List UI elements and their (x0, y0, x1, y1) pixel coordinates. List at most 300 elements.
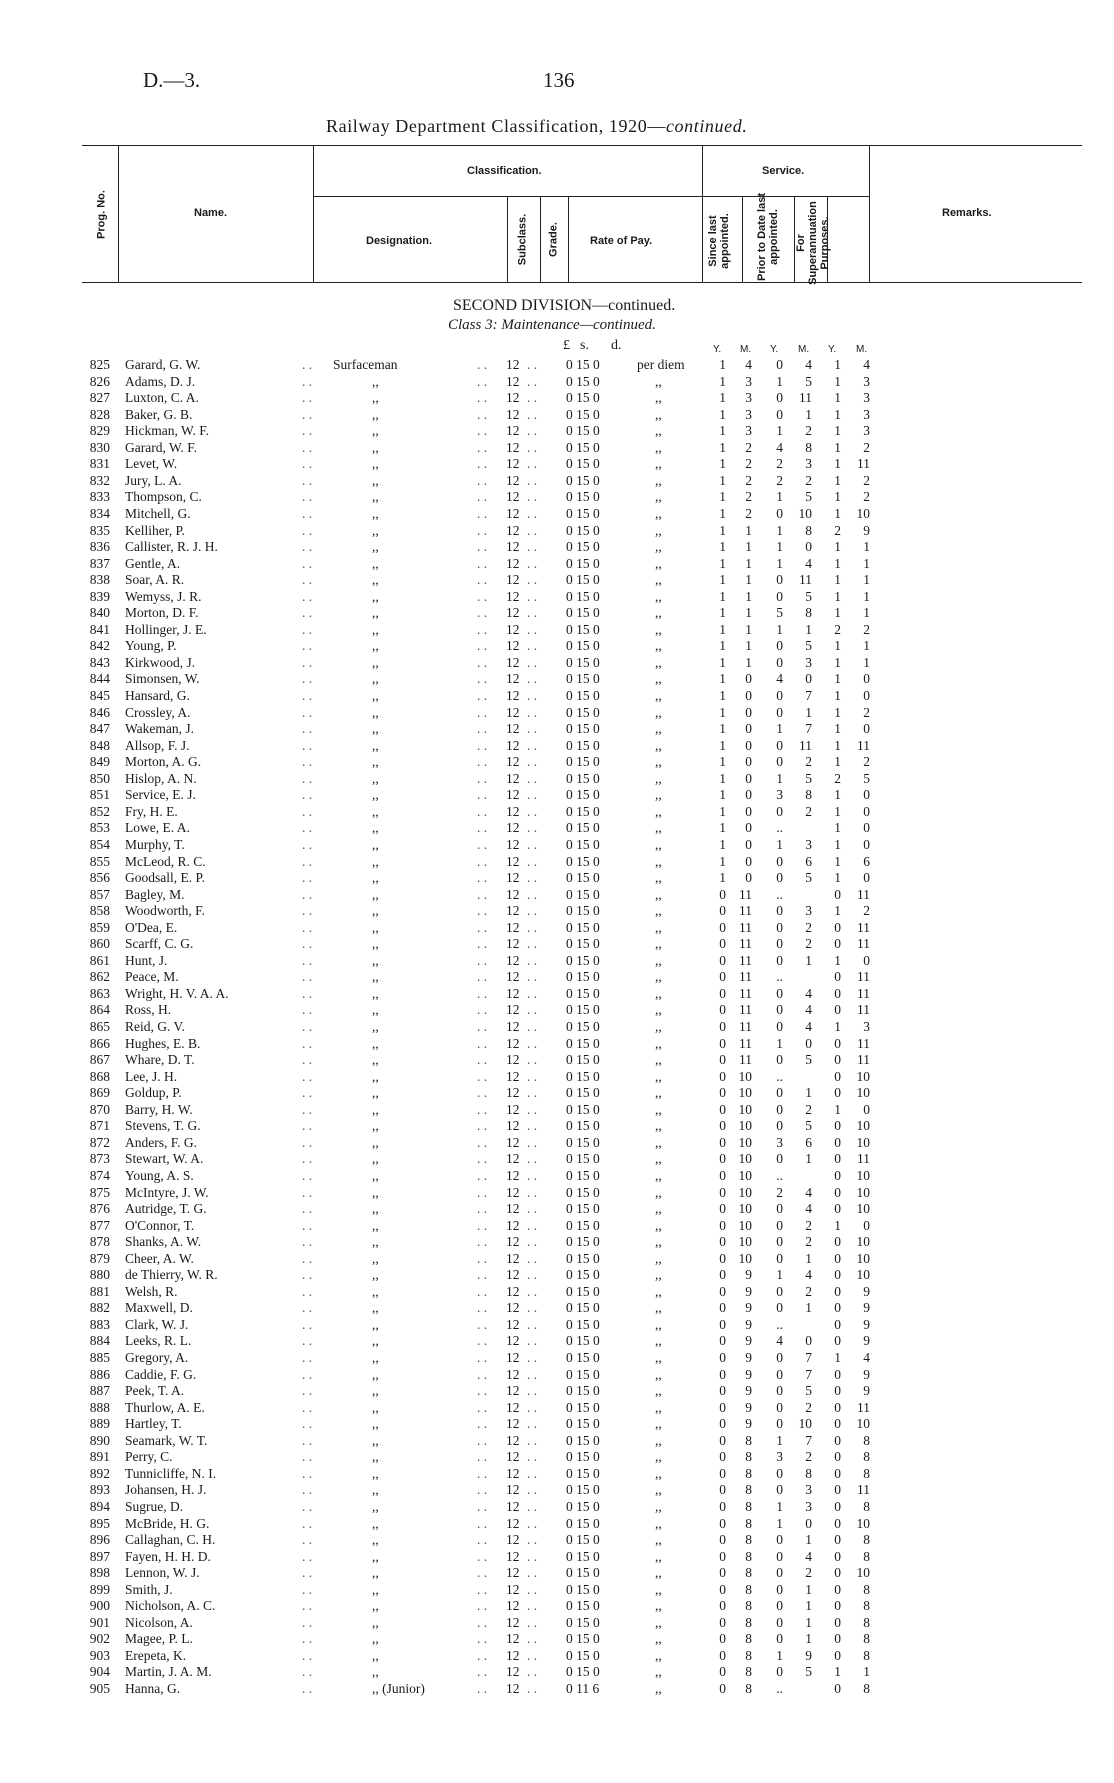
service-sp-y-cell: 1 (834, 588, 841, 604)
service-pr-m-cell: 2 (805, 1217, 812, 1233)
leader-dots: . . (477, 870, 488, 886)
service-sp-m-cell: 10 (856, 1250, 870, 1266)
service-sp-y-cell: 1 (834, 737, 841, 753)
leader-dots: . . (527, 1681, 538, 1696)
subclass-cell: 12 (506, 704, 520, 720)
name-cell: Hansard, G. (125, 688, 190, 703)
service-sp-y-cell: 0 (834, 1118, 841, 1134)
table-row (0, 440, 1114, 457)
leader-dots: . . (527, 1019, 538, 1034)
per-cell: ,, (655, 1151, 662, 1167)
service-pr-m-cell: 4 (805, 985, 812, 1001)
designation-cell: ,, (372, 605, 379, 621)
service-pr-y-cell: 3 (776, 1449, 783, 1465)
service-sp-m-cell: 10 (856, 1167, 870, 1183)
leader-dots: . . (477, 1300, 488, 1316)
prog-no-cell: 905 (89, 1681, 110, 1696)
name-cell: Hunt, J. (125, 952, 168, 968)
table-row (0, 390, 1114, 407)
name-cell: Scarff, C. G. (125, 936, 194, 952)
per-cell: ,, (655, 1498, 662, 1514)
subclass-cell: 12 (506, 1482, 520, 1498)
service-sl-y-cell: 0 (719, 1267, 726, 1283)
leader-dots: . . (302, 1052, 313, 1068)
table-row (0, 986, 1114, 1003)
service-sp-m-cell: 0 (863, 870, 870, 886)
service-pr-y-cell: 0 (776, 1250, 783, 1266)
leader-dots: . . (302, 704, 313, 720)
service-pr-y-cell: 1 (776, 522, 783, 538)
prog-no-cell: 869 (89, 1085, 110, 1101)
leader-dots: . . (477, 456, 488, 472)
leader-dots: . . (302, 1598, 313, 1614)
service-sp-m-cell: 1 (863, 539, 870, 555)
service-pr-m-cell: 2 (805, 803, 812, 819)
prog-no-cell: 903 (89, 1647, 110, 1663)
service-sl-m-cell: 9 (745, 1350, 752, 1365)
service-sl-m-cell: 8 (745, 1548, 752, 1564)
leader-dots: . . (302, 472, 313, 488)
leader-dots: . . (527, 688, 538, 703)
page-reference: D.—3. (143, 68, 201, 92)
table-row (0, 1433, 1114, 1450)
service-sl-y-cell: 0 (719, 1035, 726, 1051)
rate-cell: 0 15 0 (566, 406, 600, 422)
service-sl-m-cell: 10 (738, 1234, 752, 1250)
prog-no-cell: 902 (89, 1631, 110, 1647)
name-cell: Callaghan, C. H. (125, 1532, 216, 1548)
table-row (0, 1664, 1114, 1681)
rate-cell: 0 15 0 (566, 1052, 600, 1068)
service-pr-m-cell: 4 (805, 1267, 812, 1283)
service-sl-y-cell: 0 (719, 1647, 726, 1663)
rate-cell: 0 15 0 (566, 787, 600, 803)
leader-dots: . . (302, 456, 313, 472)
service-sl-m-cell: 9 (745, 1416, 752, 1432)
leader-dots: . . (527, 1134, 538, 1150)
leader-dots: . . (527, 423, 538, 439)
designation-cell: ,, (372, 1052, 379, 1068)
prog-no-cell: 890 (89, 1432, 110, 1448)
service-sl-y-cell: 1 (719, 472, 726, 488)
service-sp-y-cell: 1 (834, 539, 841, 555)
leader-dots: . . (477, 1416, 488, 1432)
leader-dots: . . (527, 1449, 538, 1465)
leader-dots: . . (302, 1267, 313, 1283)
service-sl-m-cell: 8 (745, 1614, 752, 1630)
subclass-cell: 12 (506, 588, 520, 604)
service-sp-m-cell: 0 (863, 787, 870, 803)
service-sp-m-cell: 1 (863, 605, 870, 621)
rate-cell: 0 15 0 (566, 1598, 600, 1614)
leader-dots: . . (477, 1498, 488, 1514)
prog-no-cell: 851 (89, 787, 110, 803)
service-sp-y-cell: 0 (834, 1316, 841, 1332)
rate-cell: 0 15 0 (566, 1267, 600, 1283)
leader-dots: . . (302, 1449, 313, 1465)
name-cell: Reid, G. V. (125, 1019, 185, 1034)
leader-dots: . . (527, 820, 538, 836)
rate-cell: 0 15 0 (566, 1482, 600, 1498)
service-sp-y-cell: 0 (834, 985, 841, 1001)
rate-cell: 0 15 0 (566, 1548, 600, 1564)
prog-no-cell: 847 (89, 721, 110, 737)
per-cell: ,, (655, 1647, 662, 1663)
service-sp-y-cell: 1 (834, 1350, 841, 1365)
service-pr-y-cell: 1 (776, 423, 783, 439)
service-pr-m-cell: 2 (805, 1283, 812, 1299)
service-pr-y-cell: 0 (776, 1465, 783, 1481)
service-pr-y-cell: 1 (776, 555, 783, 571)
service-pr-m-cell: 1 (805, 1250, 812, 1266)
rate-cell: 0 15 0 (566, 952, 600, 968)
per-cell: ,, (655, 820, 662, 836)
leader-dots: . . (477, 704, 488, 720)
service-pr-m-cell: 6 (805, 853, 812, 869)
rate-cell: 0 15 0 (566, 1565, 600, 1581)
leader-dots: . . (302, 1118, 313, 1134)
name-cell: Mitchell, G. (125, 505, 191, 521)
service-sp-m-cell: 0 (863, 803, 870, 819)
designation-cell: ,, (372, 1614, 379, 1630)
leader-dots: . . (477, 1614, 488, 1630)
rate-cell: 0 15 0 (566, 1532, 600, 1548)
pence-heading: d. (611, 338, 622, 353)
service-sl-m-cell: 1 (745, 638, 752, 654)
designation-cell: ,, (372, 1598, 379, 1614)
table-row (0, 556, 1114, 573)
service-pr-y-cell: 2 (776, 1184, 783, 1200)
name-cell: Jury, L. A. (125, 472, 182, 488)
leader-dots: . . (477, 1267, 488, 1283)
table-row (0, 1052, 1114, 1069)
name-cell: Luxton, C. A. (125, 390, 199, 406)
service-sp-y-cell: 0 (834, 1565, 841, 1581)
service-sp-m-cell: 8 (863, 1631, 870, 1647)
service-sp-y-cell: 0 (834, 1399, 841, 1415)
subclass-cell: 12 (506, 1085, 520, 1101)
service-pr-y-cell: 0 (776, 1201, 783, 1217)
service-sl-m-cell: 0 (745, 787, 752, 803)
leader-dots: . . (527, 1250, 538, 1266)
service-sl-m-cell: 11 (739, 952, 752, 968)
rate-of-pay-header: Rate of Pay. (590, 235, 653, 247)
table-row (0, 456, 1114, 473)
service-pr-y-cell: 1 (776, 1515, 783, 1531)
leader-dots: . . (477, 621, 488, 637)
service-sp-m-cell: 9 (863, 1333, 870, 1349)
leader-dots: . . (477, 1134, 488, 1150)
leader-dots: . . (477, 1019, 488, 1034)
designation-cell: ,, (372, 1333, 379, 1349)
leader-dots: . . (527, 1151, 538, 1167)
service-sl-m-cell: 8 (745, 1449, 752, 1465)
service-sp-m-cell: 1 (863, 555, 870, 571)
leader-dots: . . (477, 489, 488, 505)
designation-cell: ,, (372, 903, 379, 919)
service-pr-m-cell: 5 (805, 638, 812, 654)
rate-cell: 0 15 0 (566, 737, 600, 753)
service-pr-y-cell: 0 (776, 737, 783, 753)
prog-no-cell: 896 (89, 1532, 110, 1548)
service-sl-m-cell: 3 (745, 406, 752, 422)
service-sp-m-cell: 10 (856, 1515, 870, 1531)
ym-heading: Y. (828, 344, 837, 355)
prog-no-cell: 842 (89, 638, 110, 654)
rate-cell: 0 15 0 (566, 688, 600, 703)
service-sl-y-cell: 0 (719, 1532, 726, 1548)
service-sp-m-cell: 11 (857, 737, 870, 753)
rate-cell: 0 15 0 (566, 588, 600, 604)
name-cell: O'Connor, T. (125, 1217, 195, 1233)
leader-dots: . . (302, 572, 313, 588)
designation-cell: ,, (372, 1234, 379, 1250)
leader-dots: . . (302, 1350, 313, 1365)
leader-dots: . . (302, 1151, 313, 1167)
leader-dots: . . (477, 1664, 488, 1680)
service-pr-y-cell: 0 (776, 1217, 783, 1233)
service-pr-m-cell: 11 (799, 737, 812, 753)
prog-no-cell: 870 (89, 1101, 110, 1117)
service-sp-y-cell: 1 (834, 439, 841, 455)
designation-cell: ,, (372, 704, 379, 720)
service-sl-y-cell: 0 (719, 1432, 726, 1448)
service-pr-m-cell: 1 (805, 952, 812, 968)
per-cell: ,, (655, 1184, 662, 1200)
rate-cell: 0 15 0 (566, 803, 600, 819)
service-pr-m-cell: 2 (805, 936, 812, 952)
service-sl-y-cell: 0 (719, 1167, 726, 1183)
name-cell: Simonsen, W. (125, 671, 200, 687)
leader-dots: . . (527, 803, 538, 819)
service-sl-m-cell: 9 (745, 1316, 752, 1332)
per-cell: ,, (655, 1300, 662, 1316)
rate-cell: 0 15 0 (566, 1002, 600, 1018)
service-sp-y-cell: 0 (834, 1383, 841, 1399)
subclass-cell: 12 (506, 1134, 520, 1150)
leader-dots: . . (527, 373, 538, 389)
prog-no-cell: 854 (89, 836, 110, 852)
service-sl-m-cell: 11 (739, 1052, 752, 1068)
per-cell: ,, (655, 737, 662, 753)
name-cell: Thurlow, A. E. (125, 1399, 205, 1415)
service-pr-m-cell: 1 (805, 1614, 812, 1630)
service-sl-m-cell: 8 (745, 1647, 752, 1663)
prog-no-cell: 898 (89, 1565, 110, 1581)
service-pr-y-cell: 0 (776, 654, 783, 670)
leader-dots: . . (527, 952, 538, 968)
service-sl-m-cell: 10 (738, 1134, 752, 1150)
service-pr-m-cell: 2 (805, 1399, 812, 1415)
leader-dots: . . (527, 1647, 538, 1663)
superannuation-header: For Superannuation Purposes. (795, 201, 831, 285)
service-sp-m-cell: 2 (863, 439, 870, 455)
prog-no-cell: 855 (89, 853, 110, 869)
subclass-cell: 12 (506, 1052, 520, 1068)
prog-no-cell: 889 (89, 1416, 110, 1432)
name-cell: Caddie, F. G. (125, 1366, 197, 1382)
designation-cell: ,, (372, 737, 379, 753)
name-cell: McIntyre, J. W. (125, 1184, 209, 1200)
service-pr-y-cell: 1 (776, 489, 783, 505)
service-sp-y-cell: 0 (834, 1134, 841, 1150)
leader-dots: . . (302, 688, 313, 703)
service-sp-m-cell: 2 (863, 754, 870, 770)
service-sp-m-cell: 8 (863, 1581, 870, 1597)
prog-no-cell: 904 (89, 1664, 110, 1680)
service-pr-y-cell: 0 (776, 1052, 783, 1068)
service-sl-y-cell: 0 (719, 1085, 726, 1101)
leader-dots: . . (477, 820, 488, 836)
service-sl-y-cell: 1 (719, 390, 726, 406)
leader-dots: . . (477, 1316, 488, 1332)
service-sl-y-cell: 0 (719, 969, 726, 985)
leader-dots: . . (527, 406, 538, 422)
service-sl-y-cell: 0 (719, 1631, 726, 1647)
leader-dots: . . (302, 1217, 313, 1233)
service-sp-y-cell: 1 (834, 423, 841, 439)
per-cell: ,, (655, 1581, 662, 1597)
leader-dots: . . (527, 1565, 538, 1581)
leader-dots: . . (477, 390, 488, 406)
prog-no-cell: 894 (89, 1498, 110, 1514)
table-row (0, 1416, 1114, 1433)
service-pr-y-cell: 0 (776, 638, 783, 654)
leader-dots: . . (477, 1333, 488, 1349)
service-sl-y-cell: 0 (719, 1002, 726, 1018)
service-sl-m-cell: 3 (745, 423, 752, 439)
service-pr-m-cell: 8 (805, 605, 812, 621)
designation-cell: ,, (372, 1184, 379, 1200)
prog-no-cell: 876 (89, 1201, 110, 1217)
leader-dots: . . (477, 853, 488, 869)
subclass-cell: 12 (506, 638, 520, 654)
designation-header: Designation. (366, 235, 433, 247)
leader-dots: . . (302, 1035, 313, 1051)
designation-cell: ,, (372, 505, 379, 521)
name-cell: Thompson, C. (125, 489, 202, 505)
service-sp-m-cell: 8 (863, 1598, 870, 1614)
service-sp-m-cell: 10 (856, 1234, 870, 1250)
leader-dots: . . (477, 423, 488, 439)
service-sp-y-cell: 1 (834, 638, 841, 654)
leader-dots: . . (477, 1432, 488, 1448)
rate-cell: 0 15 0 (566, 505, 600, 521)
service-sp-y-cell: 0 (834, 1267, 841, 1283)
service-sp-y-cell: 0 (834, 1432, 841, 1448)
designation-cell: ,, (372, 373, 379, 389)
per-cell: ,, (655, 1399, 662, 1415)
service-sl-y-cell: 1 (719, 439, 726, 455)
leader-dots: . . (302, 919, 313, 935)
prog-no-cell: 881 (89, 1283, 110, 1299)
designation-cell: ,, (372, 1515, 379, 1531)
prog-no-cell: 859 (89, 919, 110, 935)
leader-dots: . . (527, 1432, 538, 1448)
leader-dots: . . (302, 836, 313, 852)
service-sp-y-cell: 0 (834, 1614, 841, 1630)
leader-dots: . . (477, 903, 488, 919)
service-sl-m-cell: 2 (745, 472, 752, 488)
service-sl-m-cell: 2 (745, 505, 752, 521)
name-cell: Levet, W. (125, 456, 178, 472)
rate-cell: 0 15 0 (566, 439, 600, 455)
service-sl-m-cell: 8 (745, 1532, 752, 1548)
service-sl-m-cell: 8 (745, 1482, 752, 1498)
service-pr-m-cell: 1 (805, 1300, 812, 1316)
designation-cell: ,, (372, 1167, 379, 1183)
leader-dots: . . (302, 1614, 313, 1630)
subclass-cell: 12 (506, 1383, 520, 1399)
table-row (0, 589, 1114, 606)
leader-dots: . . (527, 1184, 538, 1200)
leader-dots: . . (302, 654, 313, 670)
leader-dots: . . (477, 373, 488, 389)
table-row (0, 1648, 1114, 1665)
leader-dots: . . (527, 969, 538, 985)
service-sp-y-cell: 0 (834, 1052, 841, 1068)
service-pr-y-cell: 0 (776, 1234, 783, 1250)
per-cell: ,, (655, 803, 662, 819)
per-cell: ,, (655, 1333, 662, 1349)
designation-cell: ,, (372, 522, 379, 538)
rate-cell: 0 15 0 (566, 489, 600, 505)
service-pr-m-cell: 4 (805, 1002, 812, 1018)
subclass-cell: 12 (506, 952, 520, 968)
service-sp-y-cell: 1 (834, 1664, 841, 1680)
leader-dots: . . (302, 721, 313, 737)
service-pr-y-cell: 4 (776, 671, 783, 687)
leader-dots: . . (477, 919, 488, 935)
designation-cell: ,, (372, 1498, 379, 1514)
service-sp-y-cell: 0 (834, 1068, 841, 1084)
service-sp-m-cell: 10 (856, 1201, 870, 1217)
leader-dots: . . (302, 1085, 313, 1101)
service-pr-m-cell: 2 (805, 754, 812, 770)
table-row (0, 721, 1114, 738)
service-sl-y-cell: 0 (719, 952, 726, 968)
leader-dots: . . (302, 1101, 313, 1117)
service-sl-m-cell: 8 (745, 1581, 752, 1597)
designation-cell: ,, (372, 489, 379, 505)
rate-cell: 0 15 0 (566, 654, 600, 670)
leader-dots: . . (527, 1482, 538, 1498)
service-sl-y-cell: 1 (719, 770, 726, 786)
prog-no-cell: 867 (89, 1052, 110, 1068)
service-sl-y-cell: 1 (719, 737, 726, 753)
leader-dots: . . (302, 1201, 313, 1217)
leader-dots: . . (302, 1333, 313, 1349)
prog-no-cell: 879 (89, 1250, 110, 1266)
leader-dots: . . (302, 1482, 313, 1498)
service-sl-y-cell: 1 (719, 555, 726, 571)
prog-no-cell: 893 (89, 1482, 110, 1498)
service-sp-m-cell: 3 (863, 406, 870, 422)
prior-to-header: Prior to Date last appointed. (756, 192, 780, 282)
service-sp-y-cell: 0 (834, 1515, 841, 1531)
service-sl-m-cell: 8 (745, 1515, 752, 1531)
name-cell: Hollinger, J. E. (125, 621, 207, 637)
rate-cell: 0 15 0 (566, 1234, 600, 1250)
rate-cell: 0 15 0 (566, 1647, 600, 1663)
service-sl-y-cell: 0 (719, 1134, 726, 1150)
prog-no-cell: 834 (89, 505, 110, 521)
subclass-cell: 12 (506, 1217, 520, 1233)
per-cell: ,, (655, 704, 662, 720)
service-sl-y-cell: 0 (719, 1118, 726, 1134)
leader-dots: . . (477, 787, 488, 803)
name-cell: Lee, J. H. (125, 1068, 178, 1084)
